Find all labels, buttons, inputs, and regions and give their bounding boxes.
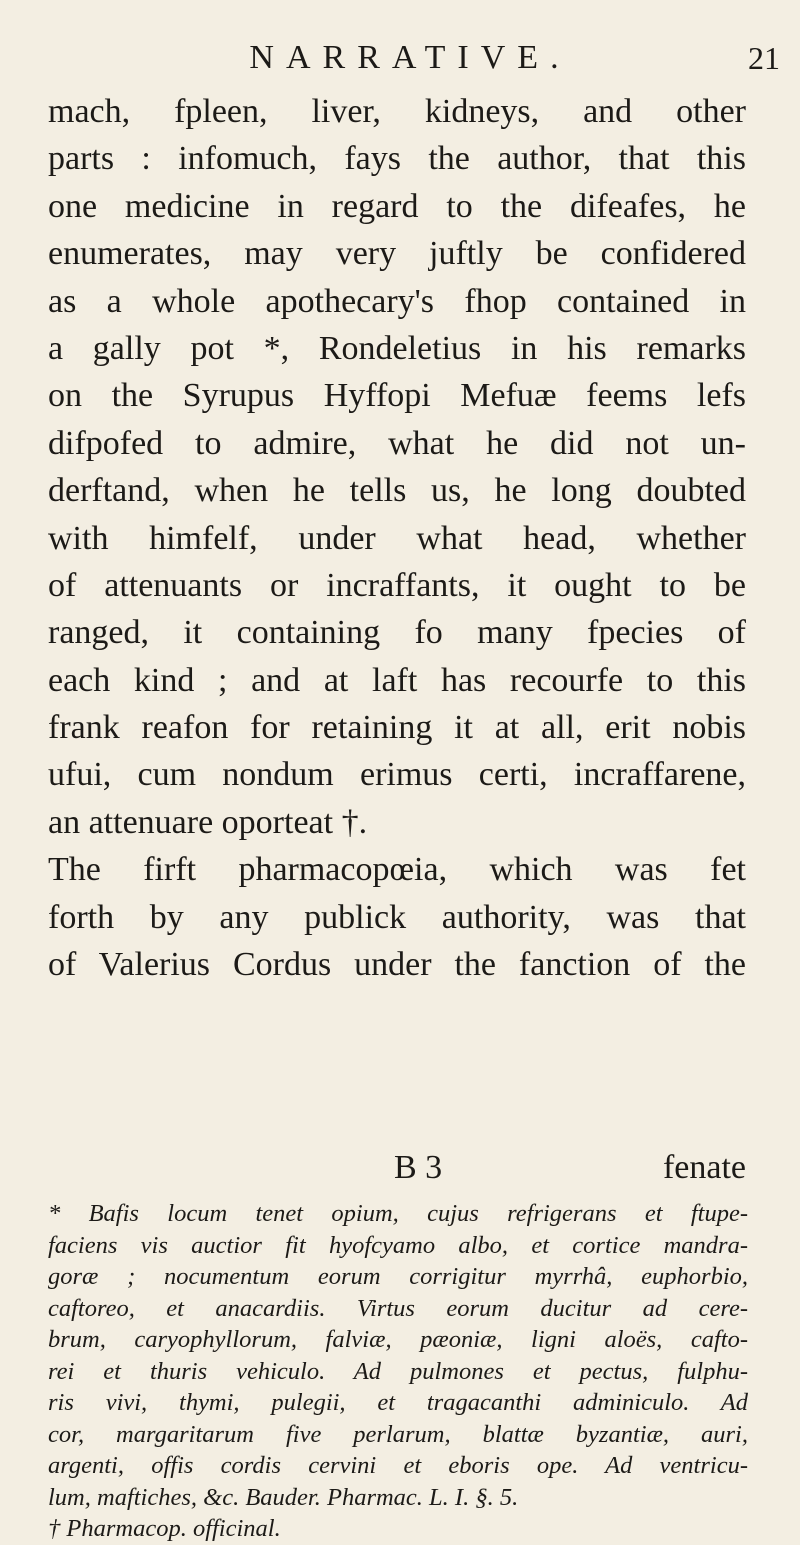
text-line: on the Syrupus Hyffopi Mefuæ feems lefs <box>48 377 746 415</box>
text-line: ufui, cum nondum erimus certi, incraffarene, <box>48 756 746 794</box>
text-line: forth by any publick authority, was that <box>48 898 746 936</box>
footnotes <box>48 1198 748 1545</box>
signature-mark: B 3 <box>394 1149 443 1186</box>
text-line: difpofed to admire, what he did not un- <box>48 424 746 462</box>
running-title: NARRATIVE. <box>249 39 571 76</box>
main-text <box>48 88 746 988</box>
text-line: enumerates, may very juftly be confidered <box>48 235 746 273</box>
text-line: parts : infomuch, fays the author, that this <box>48 140 746 178</box>
footnote-line: faciens vis auctior fit hyofcyamo albo, et cortice mandra- <box>48 1231 748 1259</box>
text-line: The firft pharmacopœia, which was fet <box>48 851 746 889</box>
text-line: a gally pot *, Rondeletius in his remarks <box>48 329 746 367</box>
text-line: each kind ; and at laft has recourfe to this <box>48 661 746 699</box>
text-line: as a whole apothecary's fhop contained in <box>48 282 746 320</box>
footnote-line: argenti, offis cordis cervini et eboris ope. Ad ventricu- <box>48 1452 748 1479</box>
text-line: of Valerius Cordus under the fanction of the <box>48 946 746 984</box>
catchword: fenate <box>662 1149 746 1186</box>
footnote-line: goræ ; nocumentum eorum corrigitur myrrhâ, euphorbio, <box>48 1263 748 1290</box>
text-line: frank reafon for retaining it at all, erit nobis <box>48 709 746 747</box>
footnote-line: ris vivi, thymi, pulegii, et tragacanthi adminiculo. Ad <box>48 1389 748 1416</box>
text-line: one medicine in regard to the difeafes, he <box>48 187 746 225</box>
footnote-line: lum, maftiches, &c. Bauder. Pharmac. L. I. §. 5. <box>48 1483 519 1511</box>
text-line: of attenuants or incraffants, it ought to be <box>48 566 746 604</box>
footnote-line: † Pharmacop. officinal. <box>48 1515 281 1542</box>
text-line: mach, fpleen, liver, kidneys, and other <box>48 93 746 130</box>
footnote-line: rei et thuris vehiculo. Ad pulmones et pectus, fulphu- <box>48 1357 748 1385</box>
text-line: an attenuare oporteat †. <box>48 803 368 841</box>
page-header <box>40 20 780 80</box>
text-line: with himfelf, under what head, whether <box>48 519 746 557</box>
catchline <box>48 1144 746 1192</box>
footnote-line: caftoreo, et anacardiis. Virtus eorum ducitur ad cere- <box>48 1294 748 1322</box>
footnote-line: cor, margaritarum five perlarum, blattæ byzantiæ, auri, <box>48 1420 748 1448</box>
footnote-line: * Bafis locum tenet opium, cujus refrigerans et ftupe- <box>48 1200 748 1227</box>
text-line: derftand, when he tells us, he long doubted <box>48 472 746 510</box>
text-line: ranged, it containing fo many fpecies of <box>48 614 746 652</box>
page-number: 21 <box>748 40 780 76</box>
footnote-line: brum, caryophyllorum, falviæ, pæoniæ, ligni aloës, cafto- <box>48 1326 748 1353</box>
